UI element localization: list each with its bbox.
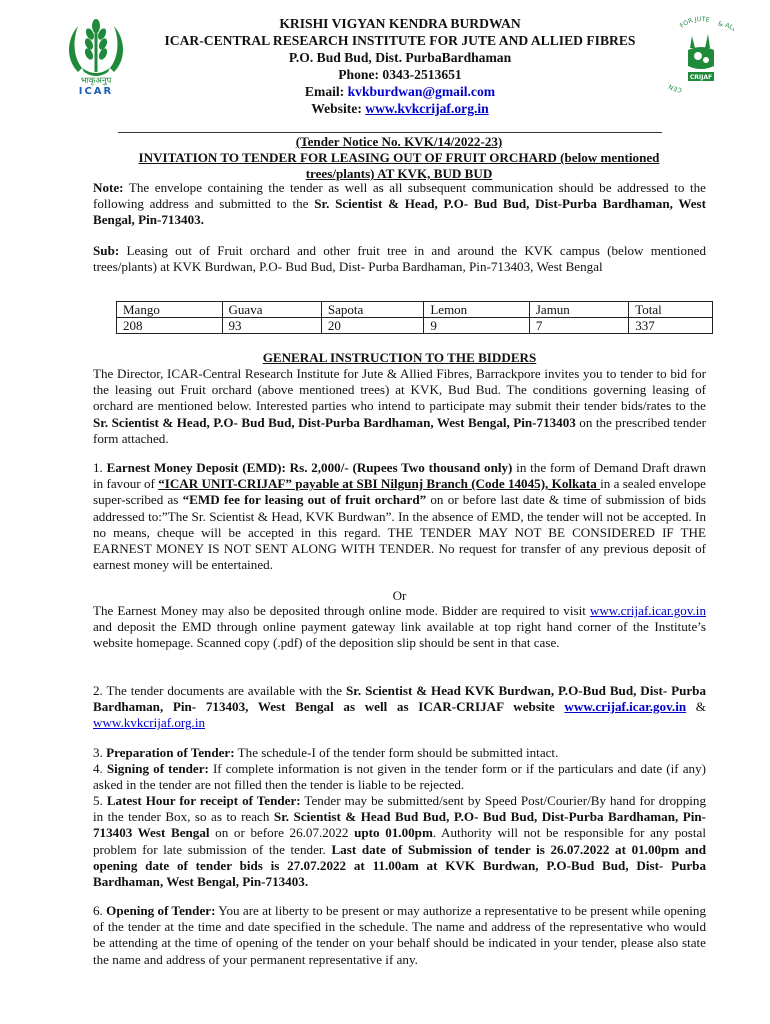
email-line bbox=[120, 83, 680, 100]
table-cell: 9 bbox=[424, 318, 530, 334]
item5-deadline: Last date of Submission of tender is 26.07.2022 at 01.00pm and opening date of tender bids is 27.07.2022 at 11.00am at KVK Burdwan, P.O-Bud Bud, Dist- Purba Bardhaman, West Bengal, Pin-713403. bbox=[93, 841, 706, 890]
general-instructions-paragraph bbox=[93, 366, 706, 447]
table-header-cell: Lemon bbox=[424, 302, 530, 318]
item5-label: Latest Hour for receipt of Tender: bbox=[106, 793, 301, 808]
item1-text2: in a sealed envelope super-scribed as bbox=[93, 476, 706, 508]
tender-notice-number: (Tender Notice No. KVK/14/2022-23) bbox=[295, 134, 503, 149]
email-label: Email: bbox=[304, 84, 348, 99]
header-divider bbox=[118, 132, 662, 133]
item3-text: The schedule-I of the tender form should be submitted intact. bbox=[234, 745, 559, 760]
table-header-cell: Jamun bbox=[529, 302, 628, 318]
general-text: The Director, ICAR-Central Research Institute for Jute & Allied Fibres, Barrackpore invites you to tender to bid for the leasing out Fruit orchard (above mentioned trees) at KVK, Bud Bud. The conditions governing leasing of orchard are mentioned below. Interested parties who intend to participate may submit their tender bids/rates to the bbox=[93, 366, 706, 414]
crijaf-arc-left: CEN bbox=[668, 82, 683, 94]
crijaf-website-link-2[interactable]: www.crijaf.icar.gov.in bbox=[564, 699, 687, 715]
item1-text1: in the form of Demand Draft drawn in favour of bbox=[93, 460, 706, 492]
item3-number: 3. bbox=[93, 745, 107, 760]
org-name: KRISHI VIGYAN KENDRA BURDWAN bbox=[279, 16, 521, 31]
item2-amp: & bbox=[686, 699, 706, 715]
table-cell: 208 bbox=[117, 318, 223, 334]
item6-label: Opening of Tender: bbox=[106, 903, 216, 918]
item-preparation bbox=[93, 745, 706, 761]
table-header-cell: Sapota bbox=[321, 302, 423, 318]
table-row bbox=[117, 318, 713, 334]
general-address: Sr. Scientist & Head, P.O- Bud Bud, Dist-Purba Bardhaman, West Bengal, Pin-713403 bbox=[93, 414, 576, 430]
item-signing bbox=[93, 761, 706, 793]
item-opening bbox=[93, 903, 706, 968]
note-paragraph bbox=[93, 180, 706, 229]
table-header-cell: Mango bbox=[117, 302, 223, 318]
kvk-website-link[interactable]: www.kvkcrijaf.org.in bbox=[93, 715, 205, 731]
subject-paragraph bbox=[93, 243, 706, 275]
item2-text: 2. The tender documents are available with the bbox=[93, 683, 347, 698]
icar-hindi-text: भाकृअनुप bbox=[80, 76, 112, 86]
item5-number: 5. bbox=[93, 793, 107, 808]
item1-text3: on or before last date & time of submission of bids addressed to:”The Sr. Scientist & Head, KVK Burdwan”. In the absence of EMD, the tender will not be accepted. In no means, cheque will be accepted in this regard. THE TENDER MAY NOT BE CONSIDERED IF THE EARNEST MONEY IS NOT SENT ALONG WITH TENDER. No request for transfer of any previous deposit of earnest money will be entertained. bbox=[93, 492, 706, 573]
item1-payee: “ICAR UNIT-CRIJAF” payable at SBI Nilgunj Branch (Code 14045), Kolkata bbox=[158, 476, 601, 492]
item5-time: upto 01.00pm bbox=[354, 825, 433, 841]
tender-title-line1: INVITATION TO TENDER FOR LEASING OUT OF FRUIT ORCHARD (below mentioned bbox=[138, 150, 660, 165]
phone: Phone: 0343-2513651 bbox=[338, 67, 462, 82]
item5-text2: on or before 26.07.2022 bbox=[209, 825, 355, 841]
item4-text: If complete information is not given in the tender form or if the particulars and date (if any) asked in the tender are not filled then the tender is liable to be rejected. bbox=[93, 761, 707, 793]
table-cell: 93 bbox=[222, 318, 321, 334]
icar-text: ICAR bbox=[78, 86, 114, 96]
item4-label: Signing of tender: bbox=[106, 761, 209, 776]
table-header-cell: Guava bbox=[222, 302, 321, 318]
item1-label: Earnest Money Deposit (EMD): Rs. 2,000/- (Rupees Two thousand only) bbox=[106, 460, 513, 475]
item5-address: Sr. Scientist & Head Bud Bud, P.O- Bud Bud, Dist-Purba Bardhaman, Pin-713403 West Bengal bbox=[93, 809, 707, 841]
table-cell: 20 bbox=[321, 318, 423, 334]
item5-text1: Tender may be submitted/sent by Speed Post/Courier/By hand for dropping in the tender Box, so as to reach bbox=[93, 793, 707, 825]
website-link[interactable]: www.kvkcrijaf.org.in bbox=[365, 101, 489, 116]
website-line bbox=[120, 100, 680, 117]
item3-label: Preparation of Tender: bbox=[106, 745, 235, 760]
website-label: Website: bbox=[311, 101, 366, 116]
crijaf-badge: CRIJAF bbox=[689, 74, 713, 81]
item1-superscribe: “EMD fee for leasing out of fruit orchard” bbox=[182, 492, 427, 508]
item1-number: 1. bbox=[93, 460, 107, 475]
or-separator: Or bbox=[392, 588, 407, 603]
letterhead bbox=[120, 15, 683, 117]
table-cell: 337 bbox=[629, 318, 713, 334]
item2-address: Sr. Scientist & Head KVK Burdwan, P.O-Bud Bud, Dist- Purba Bardhaman, Pin- 713403, West Bengal as well as ICAR-CRIJAF website bbox=[93, 683, 706, 715]
item4-number: 4. bbox=[93, 761, 107, 776]
item-tender-documents bbox=[93, 683, 706, 732]
table-header-row bbox=[117, 302, 713, 318]
sub-text: Leasing out of Fruit orchard and other fruit tree in and around the KVK campus (below mentioned trees/plants) at KVK Burdwan, P.O- Bud Bud, Dist- Purba Bardhaman, Pin-713403, West Bengal bbox=[93, 243, 706, 275]
item-emd bbox=[93, 460, 706, 573]
crijaf-website-link[interactable]: www.crijaf.icar.gov.in bbox=[589, 603, 706, 618]
note-text: The envelope containing the tender as well as all subsequent communication should be addressed to the following address and submitted to the bbox=[93, 180, 706, 212]
table-cell: 7 bbox=[529, 318, 628, 334]
note-label: Note: bbox=[93, 180, 124, 195]
general-tail: on the prescribed tender form attached. bbox=[93, 414, 706, 446]
item5-text3: . Authority will not be responsible for any postal problem for late submission of the tender. bbox=[93, 825, 706, 857]
crijaf-arc-right: & AL bbox=[717, 20, 734, 32]
item-latest-hour bbox=[93, 793, 706, 890]
institute-name: ICAR-CENTRAL RESEARCH INSTITUTE FOR JUTE AND ALLIED FIBRES bbox=[164, 33, 636, 48]
postal-address: P.O. Bud Bud, Dist. PurbaBardhaman bbox=[288, 50, 512, 65]
trees-table bbox=[116, 301, 713, 334]
online-text1: The Earnest Money may also be deposited through online mode. Bidder are required to visit bbox=[93, 603, 590, 618]
tender-title-line2: trees/plants) AT KVK, BUD BUD bbox=[305, 166, 493, 181]
table-header-cell: Total bbox=[629, 302, 713, 318]
note-address: Sr. Scientist & Head, P.O- Bud Bud, Dist-Purba Bardhaman, West Bengal, Pin-713403. bbox=[93, 196, 706, 228]
email-link[interactable]: kvkburdwan@gmail.com bbox=[347, 84, 496, 99]
item-emd-online bbox=[93, 603, 706, 652]
crijaf-arc-top: FOR JUTE bbox=[678, 15, 711, 30]
general-instructions-heading: GENERAL INSTRUCTION TO THE BIDDERS bbox=[262, 350, 537, 365]
sub-label: Sub: bbox=[93, 243, 120, 258]
online-text2: and deposit the EMD through online payment gateway link available at top right hand corner of the Institute’s website homepage. Scanned copy (.pdf) of the deposition slip should be sent in that case. bbox=[93, 619, 706, 651]
tender-title bbox=[94, 150, 704, 182]
item6-number: 6. bbox=[93, 903, 107, 918]
item6-text: You are at liberty to be present or may authorize a representative to be present while opening of the tender at the time and date specified in the schedule. The name and address of the representative who would be attending at the time of opening of the tender on your behalf should be indicated in your tender, please also state the name and address of your permanent representative if any. bbox=[93, 903, 707, 967]
